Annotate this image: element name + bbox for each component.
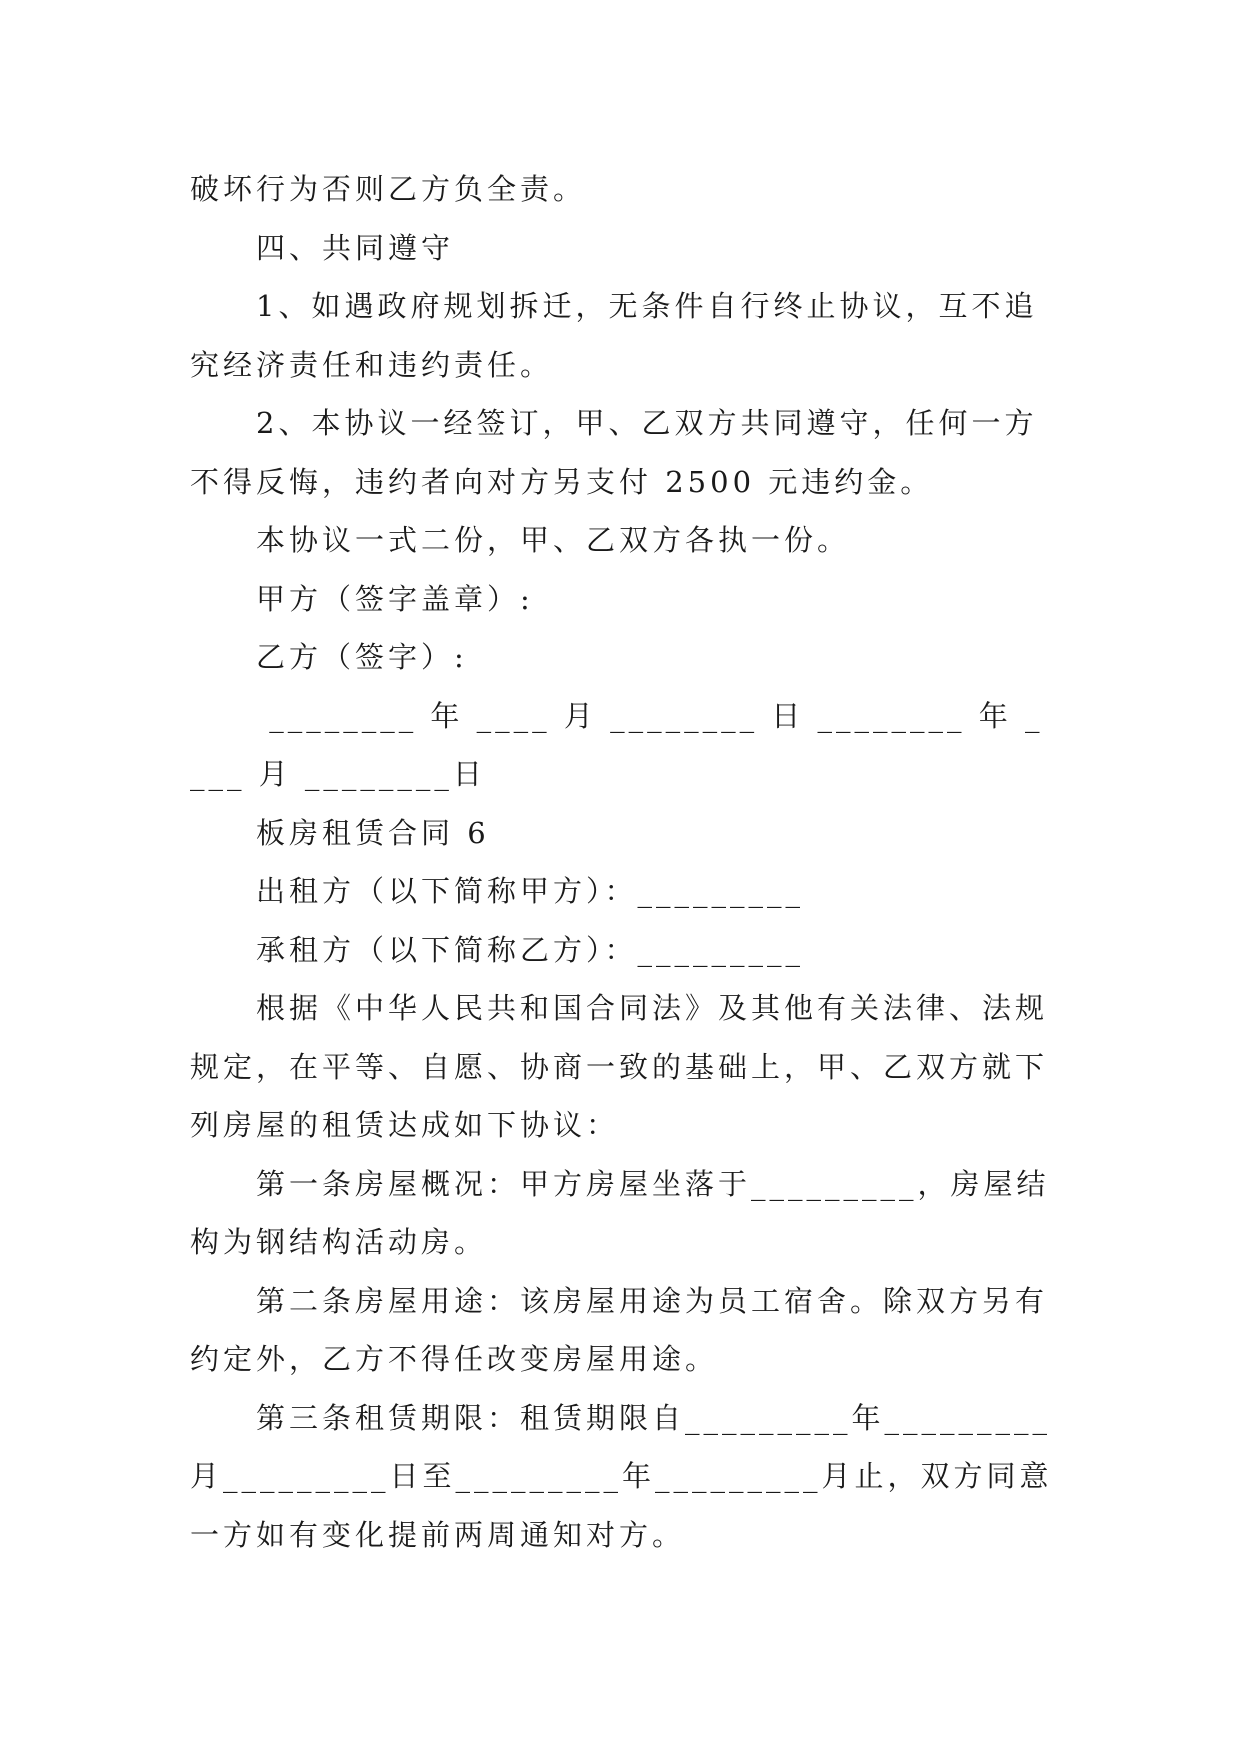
paragraph-clause-1: 1、如遇政府规划拆迁，无条件自行终止协议，互不追究经济责任和违约责任。 bbox=[190, 289, 1038, 382]
lessor-line: 出租方（以下简称甲方）：_________ bbox=[256, 874, 805, 908]
signature-date-line: ________ 年 ____ 月 ________ 日 ________ 年 ____ 月 ________日 bbox=[190, 698, 1044, 791]
paragraph-copies: 本协议一式二份，甲、乙双方各执一份。 bbox=[256, 523, 851, 557]
article-1-property-overview: 第一条房屋概况：甲方房屋坐落于_________，房屋结构为钢结构活动房。 bbox=[190, 1166, 1050, 1259]
paragraph-clause-2: 2、本协议一经签订，甲、乙双方共同遵守，任何一方不得反悔，违约者向对方另支付 2500 元违约金。 bbox=[190, 406, 1038, 499]
section-heading-common-compliance: 四、共同遵守 bbox=[256, 230, 455, 265]
paragraph-legal-basis: 根据《中华人民共和国合同法》及其他有关法律、法规规定，在平等、自愿、协商一致的基础上，甲、乙双方就下列房屋的租赁达成如下协议： bbox=[190, 991, 1049, 1142]
article-2-property-use: 第二条房屋用途：该房屋用途为员工宿舍。除双方另有约定外，乙方不得任改变房屋用途。 bbox=[190, 1283, 1049, 1376]
contract-title: 板房租赁合同 6 bbox=[256, 815, 490, 850]
party-b-signature-line: 乙方（签字）: bbox=[256, 640, 468, 674]
article-3-lease-term: 第三条租赁期限：租赁期限自_________年_________月_________日至_________年_________月止，双方同意一方如有变化提前两周通知对方。 bbox=[190, 1400, 1053, 1552]
party-a-signature-line: 甲方（签字盖章）: bbox=[256, 581, 534, 616]
lessee-line: 承租方（以下简称乙方）：_________ bbox=[256, 932, 805, 967]
paragraph-1: 破坏行为否则乙方负全责。 bbox=[190, 172, 587, 206]
document-body bbox=[190, 160, 1060, 1564]
